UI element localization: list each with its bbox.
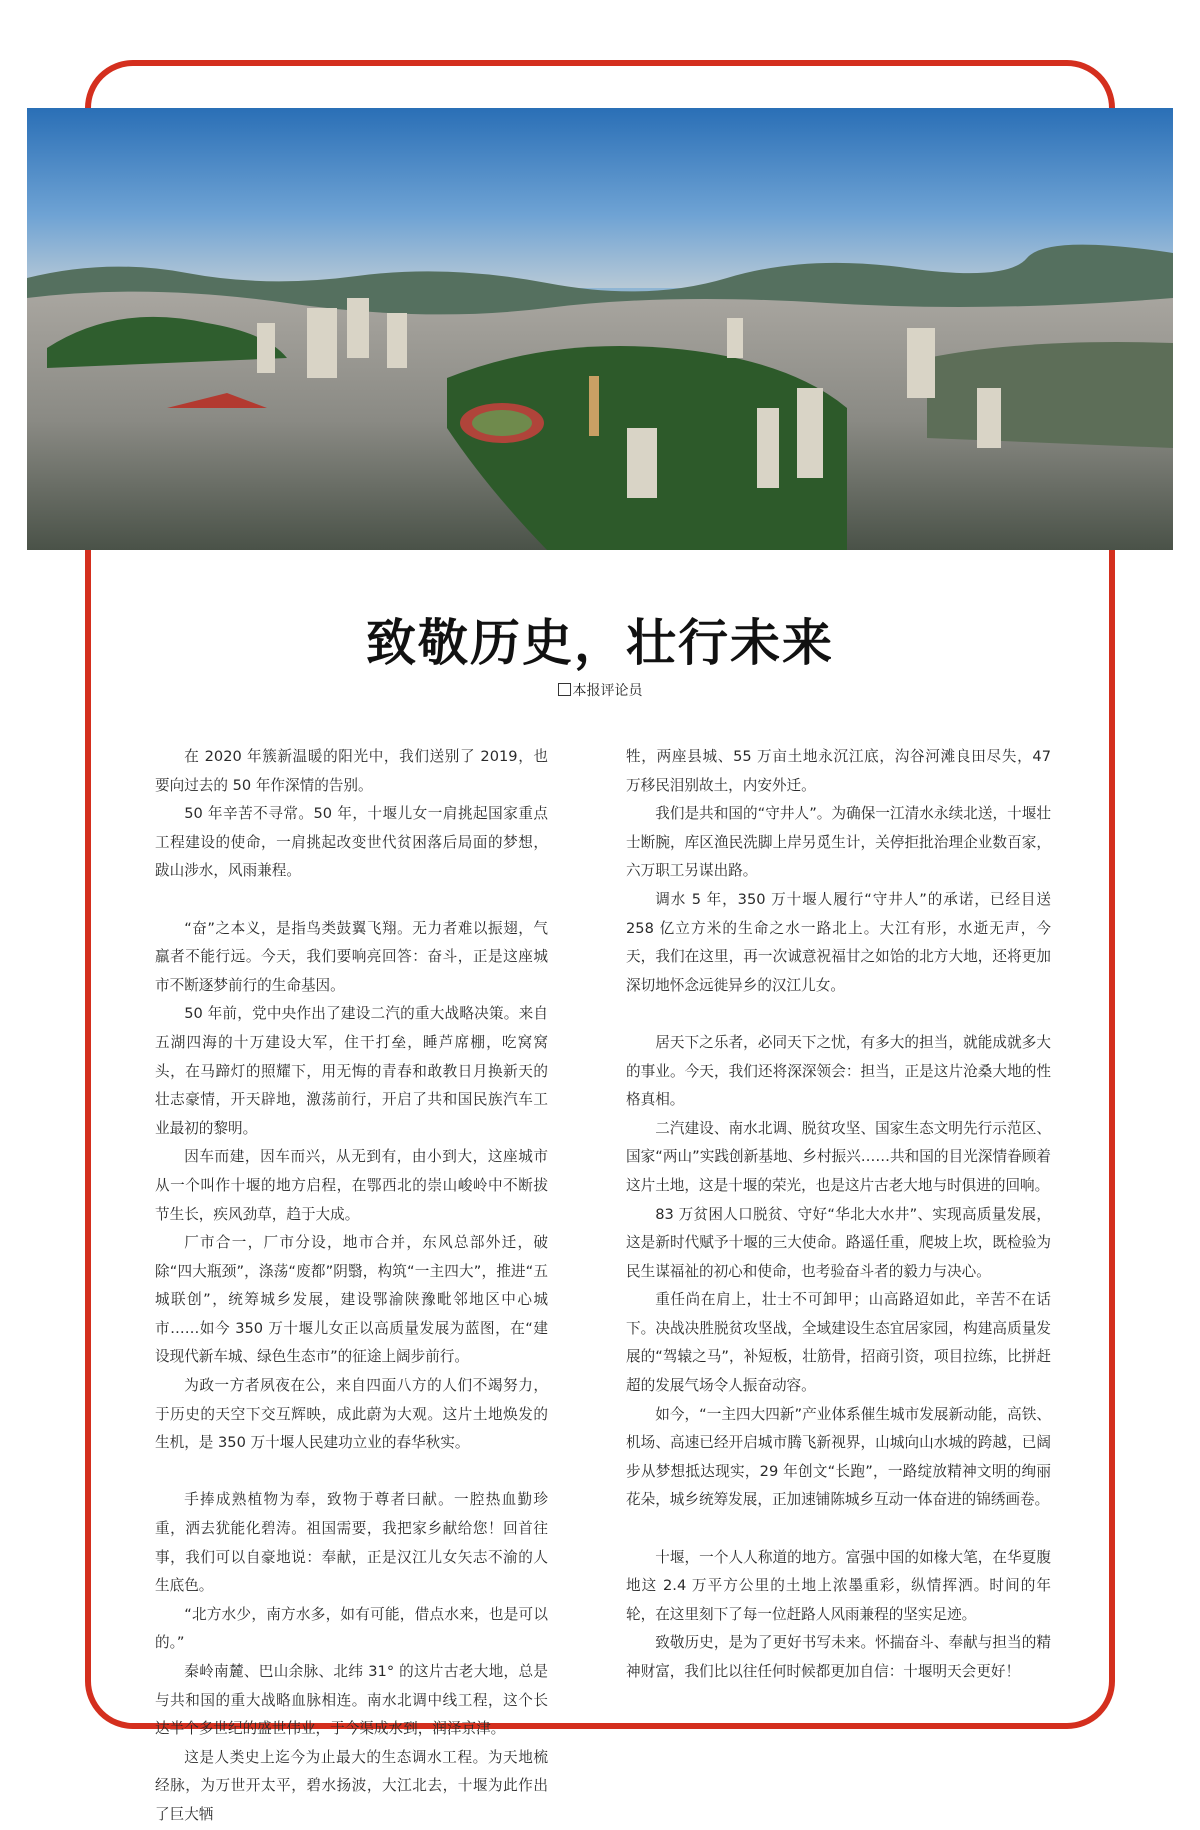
right-text-column (626, 743, 1051, 1687)
sky (27, 108, 1173, 288)
left-text-column (155, 743, 548, 1830)
paragraph: 因车而建，因车而兴，从无到有，由小到大，这座城市从一个叫作十堰的地方启程，在鄂西北的崇山峻岭中不断拔节生长，疾风劲草，趋于大成。 (155, 1148, 548, 1223)
article-title: 致敬历史，壮行未来 (366, 613, 834, 672)
paragraph: 如今，“一主四大四新”产业体系催生城市发展新动能，高铁、机场、高速已经开启城市腾飞新视界，山城向山水城的跨越，已阔步从梦想抵达现实，29 年创文“长跑”，一路绽放精神文明的绚丽花朵，城乡统筹发展，正加速铺陈城乡互动一体奋进的锦绣画卷。 (626, 1405, 1051, 1509)
byline-text: 本报评论员 (572, 683, 643, 699)
paragraph: 50 年辛苦不寻常。50 年，十堰儿女一肩挑起国家重点工程建设的使命，一肩挑起改变世代贫困落后局面的梦想，跋山涉水，风雨兼程。 (155, 805, 548, 880)
city-panorama-illustration (27, 108, 1173, 550)
section-gap (155, 1458, 548, 1487)
paragraph: 在 2020 年簇新温暖的阳光中，我们送别了 2019，也要向过去的 50 年作深情的告别。 (155, 748, 548, 794)
paragraph: 我们是共和国的“守井人”。为确保一江清水永续北送，十堰壮士断腕，库区渔民洗脚上岸另觅生计，关停拒批治理企业数百家，六万职工另谋出路。 (626, 805, 1051, 880)
paragraph: 50 年前，党中央作出了建设二汽的重大战略决策。来自五湖四海的十万建设大军，住干打垒，睡芦席棚，吃窝窝头，在马蹄灯的照耀下，用无悔的青春和敢教日月换新天的壮志豪情，开天辟地，激荡前行，开启了共和国民族汽车工业最初的黎明。 (155, 1005, 548, 1137)
stadium-field (472, 410, 532, 436)
paragraph: 83 万贫困人口脱贫、守好“华北大水井”、实现高质量发展，这是新时代赋予十堰的三大使命。路遥任重，爬坡上坎，既检验为民生谋福祉的初心和使命，也考验奋斗者的毅力与决心。 (626, 1205, 1051, 1280)
right-hill (927, 342, 1173, 448)
paragraph: 手捧成熟植物为奉，致物于尊者曰献。一腔热血勤珍重，洒去犹能化碧涛。祖国需要，我把家乡献给您！回首往事，我们可以自豪地说：奉献，正是汉江儿女矢志不渝的人生底色。 (155, 1491, 548, 1595)
byline-box-icon (558, 683, 571, 696)
paragraph: 二汽建设、南水北调、脱贫攻坚、国家生态文明先行示范区、国家“两山”实践创新基地、乡村振兴……共和国的目光深情眷顾着这片土地，这是十堰的荣光，也是这片古老大地与时俱进的回响。 (626, 1119, 1051, 1194)
paragraph: “奋”之本义，是指鸟类鼓翼飞翔。无力者难以振翅，气羸者不能行远。今天，我们要响亮回答：奋斗，正是这座城市不断逐梦前行的生命基因。 (155, 919, 548, 994)
byline (0, 680, 1200, 700)
paragraph: 这是人类史上迄今为止最大的生态调水工程。为天地梳经脉，为万世开太平，碧水扬波，大江北去，十堰为此作出了巨大牺 (155, 1748, 548, 1823)
paragraph: 秦岭南麓、巴山余脉、北纬 31° 的这片古老大地，总是与共和国的重大战略血脉相连。南水北调中线工程，这个长达半个多世纪的盛世伟业，于今渠成水到，润泽京津。 (155, 1663, 548, 1738)
city-panorama-photo (27, 108, 1173, 550)
paragraph: 居天下之乐者，必同天下之忧，有多大的担当，就能成就多大的事业。今天，我们还将深深领会：担当，正是这片沧桑大地的性格真相。 (626, 1033, 1051, 1109)
section-gap (155, 886, 548, 915)
paragraph: 为政一方者夙夜在公，来自四面八方的人们不竭努力，于历史的天空下交互辉映，成此蔚为大观。这片土地焕发的生机，是 350 万十堰人民建功立业的春华秋实。 (155, 1377, 548, 1452)
paragraph: 调水 5 年，350 万十堰人履行“守井人”的承诺，已经目送 258 亿立方米的生命之水一路北上。大江有形，水逝无声，今天，我们在这里，再一次诚意祝福甘之如饴的北方大地，还将更加深切地怀念远徙异乡的汉江儿女。 (626, 890, 1051, 994)
paragraph: “北方水少，南方水多，如有可能，借点水来，也是可以的。” (155, 1605, 548, 1652)
paragraph: 重任尚在肩上，壮士不可卸甲；山高路迢如此，辛苦不在话下。决战决胜脱贫攻坚战，全域建设生态宜居家园，构建高质量发展的“驾辕之马”，补短板，壮筋骨，招商引资，项目拉练，比拼赶超的发展气场令人振奋动容。 (626, 1291, 1051, 1395)
paragraph: 致敬历史，是为了更好书写未来。怀揣奋斗、奉献与担当的精神财富，我们比以往任何时候都更加自信：十堰明天会更好！ (626, 1634, 1051, 1680)
paragraph-continued: 牲，两座县城、55 万亩土地永沉江底，沟谷河滩良田尽失，47 万移民泪别故土，内安外迁。 (626, 748, 1051, 794)
pagoda (589, 376, 599, 436)
section-gap (626, 1515, 1051, 1544)
section-gap (626, 1000, 1051, 1029)
paragraph: 厂市合一，厂市分设，地市合并，东风总部外迁，破除“四大瓶颈”，涤荡“废都”阴翳，构筑“一主四大”，推进“五城联创”，统筹城乡发展，建设鄂渝陕豫毗邻地区中心城市……如今 350 万十堰儿女正以高质量发展为蓝图，在“建设现代新车城、绿色生态市”的征途上阔步前行。 (155, 1234, 548, 1366)
paragraph: 十堰，一个人人称道的地方。富强中国的如椽大笔，在华夏腹地这 2.4 万平方公里的土地上浓墨重彩，纵情挥洒。时间的年轮，在这里刻下了每一位赶路人风雨兼程的坚实足迹。 (626, 1548, 1051, 1623)
